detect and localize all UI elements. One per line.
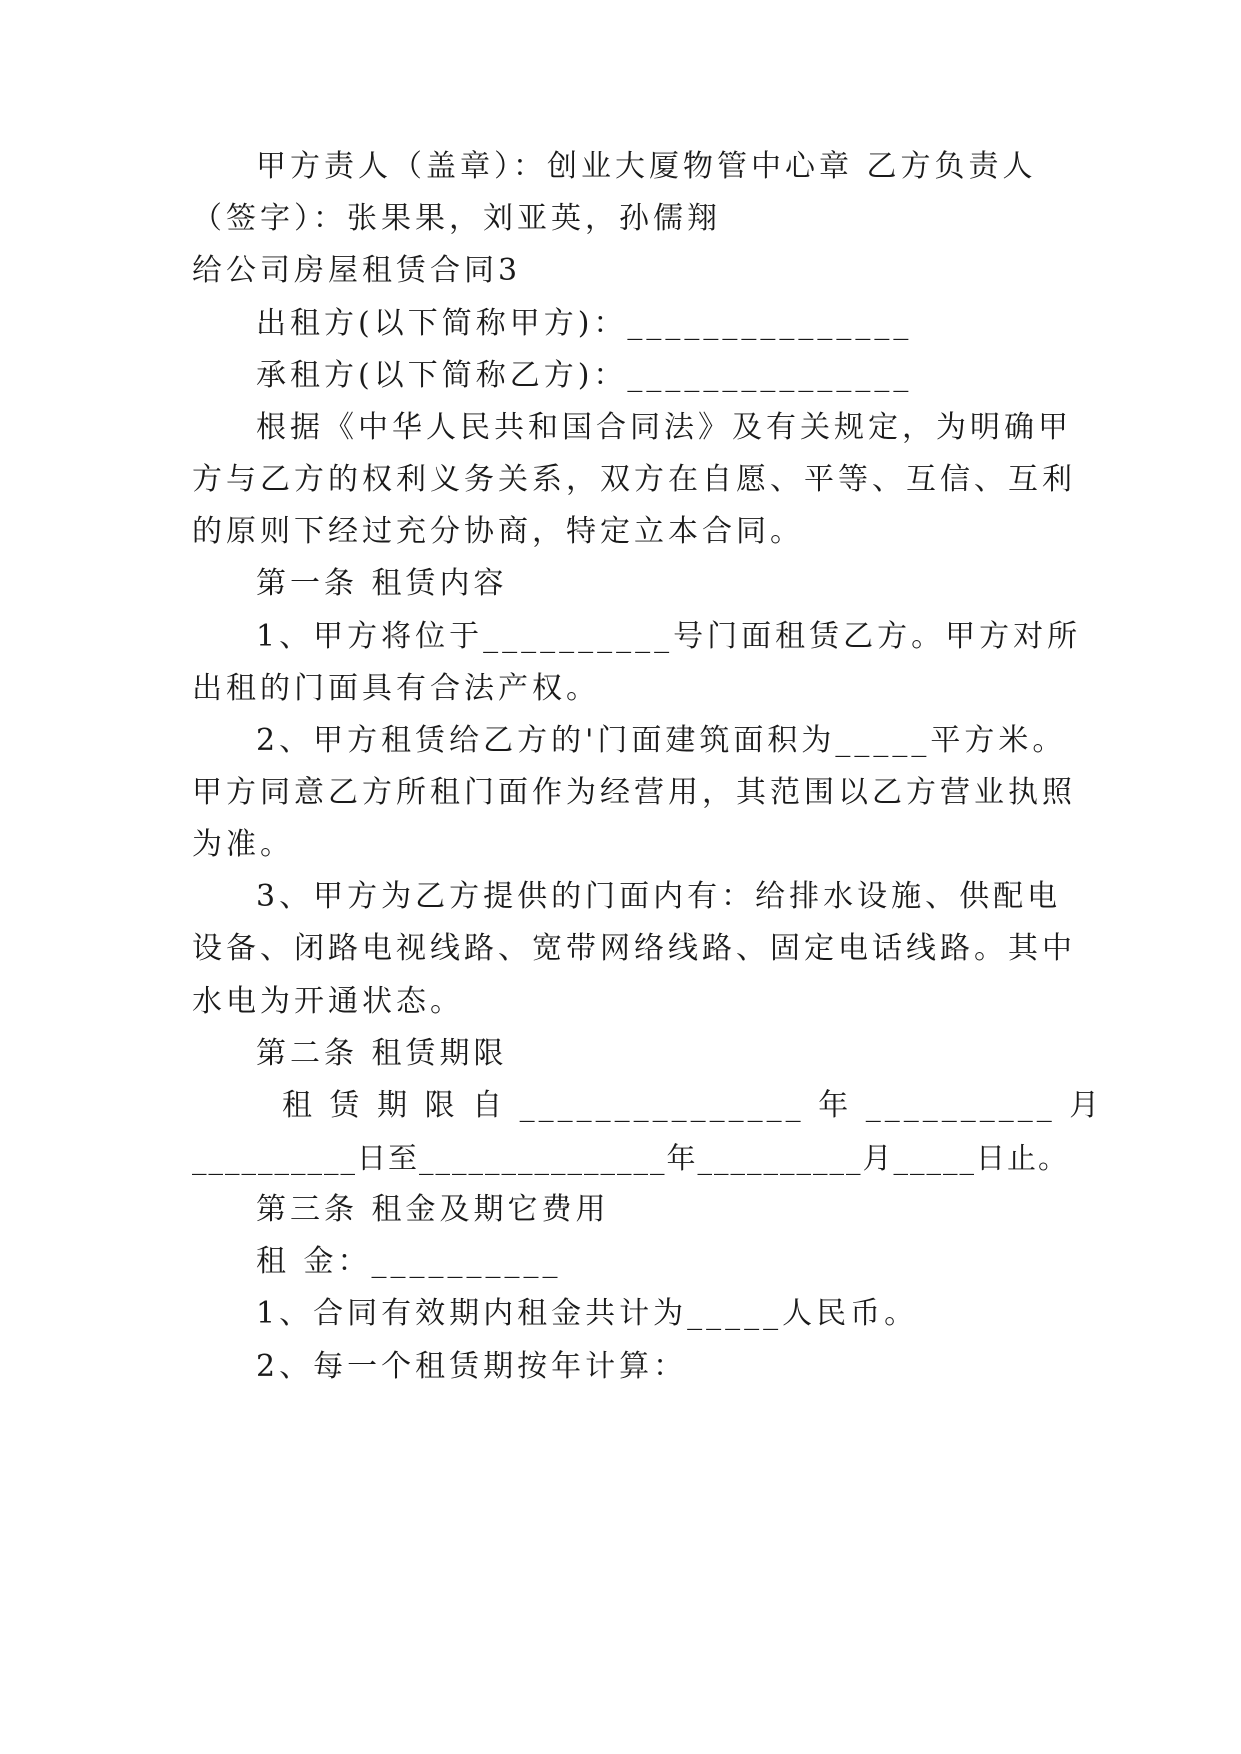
clause-1-2-line-3: 为准。	[192, 827, 294, 862]
lease-term-line-2: __________日至_______________年__________月_____日止。	[192, 1141, 1070, 1175]
signature-line-2: （签字）：张果果，刘亚英，孙儒翔	[192, 201, 721, 236]
clause-1-1-line-2: 出租的门面具有合法产权。	[192, 671, 600, 706]
clause-3-2: 2、每一个租赁期按年计算：	[256, 1349, 688, 1384]
article-2-heading: 第二条 租赁期限	[256, 1036, 508, 1071]
clause-1-3-line-1: 3、甲方为乙方提供的门面内有：给排水设施、供配电	[256, 879, 1062, 914]
lessor-line: 出租方(以下简称甲方)：_______________	[256, 306, 913, 341]
signature-line-1: 甲方责人（盖章）：创业大厦物管中心章 乙方负责人	[256, 149, 1037, 184]
rent-line: 租 金：__________	[256, 1244, 562, 1279]
clause-1-1-line-1: 1、甲方将位于__________号门面租赁乙方。甲方对所	[256, 619, 1082, 654]
lessee-line: 承租方(以下简称乙方)：_______________	[256, 358, 913, 393]
lease-term-line-1: 租 赁 期 限 自 _______________ 年 __________ 月	[282, 1088, 1104, 1123]
preamble-line-3: 的原则下经过充分协商，特定立本合同。	[192, 514, 804, 549]
contract-title: 给公司房屋租赁合同3	[192, 253, 522, 288]
preamble-line-1: 根据《中华人民共和国合同法》及有关规定，为明确甲	[256, 410, 1072, 445]
clause-1-3-line-2: 设备、闭路电视线路、宽带网络线路、固定电话线路。其中	[192, 931, 1076, 966]
clause-3-1: 1、合同有效期内租金共计为_____人民币。	[256, 1296, 919, 1331]
clause-1-2-line-2: 甲方同意乙方所租门面作为经营用，其范围以乙方营业执照	[192, 775, 1076, 810]
clause-1-3-line-3: 水电为开通状态。	[192, 984, 464, 1019]
article-1-heading: 第一条 租赁内容	[256, 566, 508, 601]
clause-1-2-line-1: 2、甲方租赁给乙方的'门面建筑面积为_____平方米。	[256, 723, 1067, 758]
article-3-heading: 第三条 租金及期它费用	[256, 1192, 610, 1227]
preamble-line-2: 方与乙方的权利义务关系，双方在自愿、平等、互信、互利	[192, 462, 1076, 497]
